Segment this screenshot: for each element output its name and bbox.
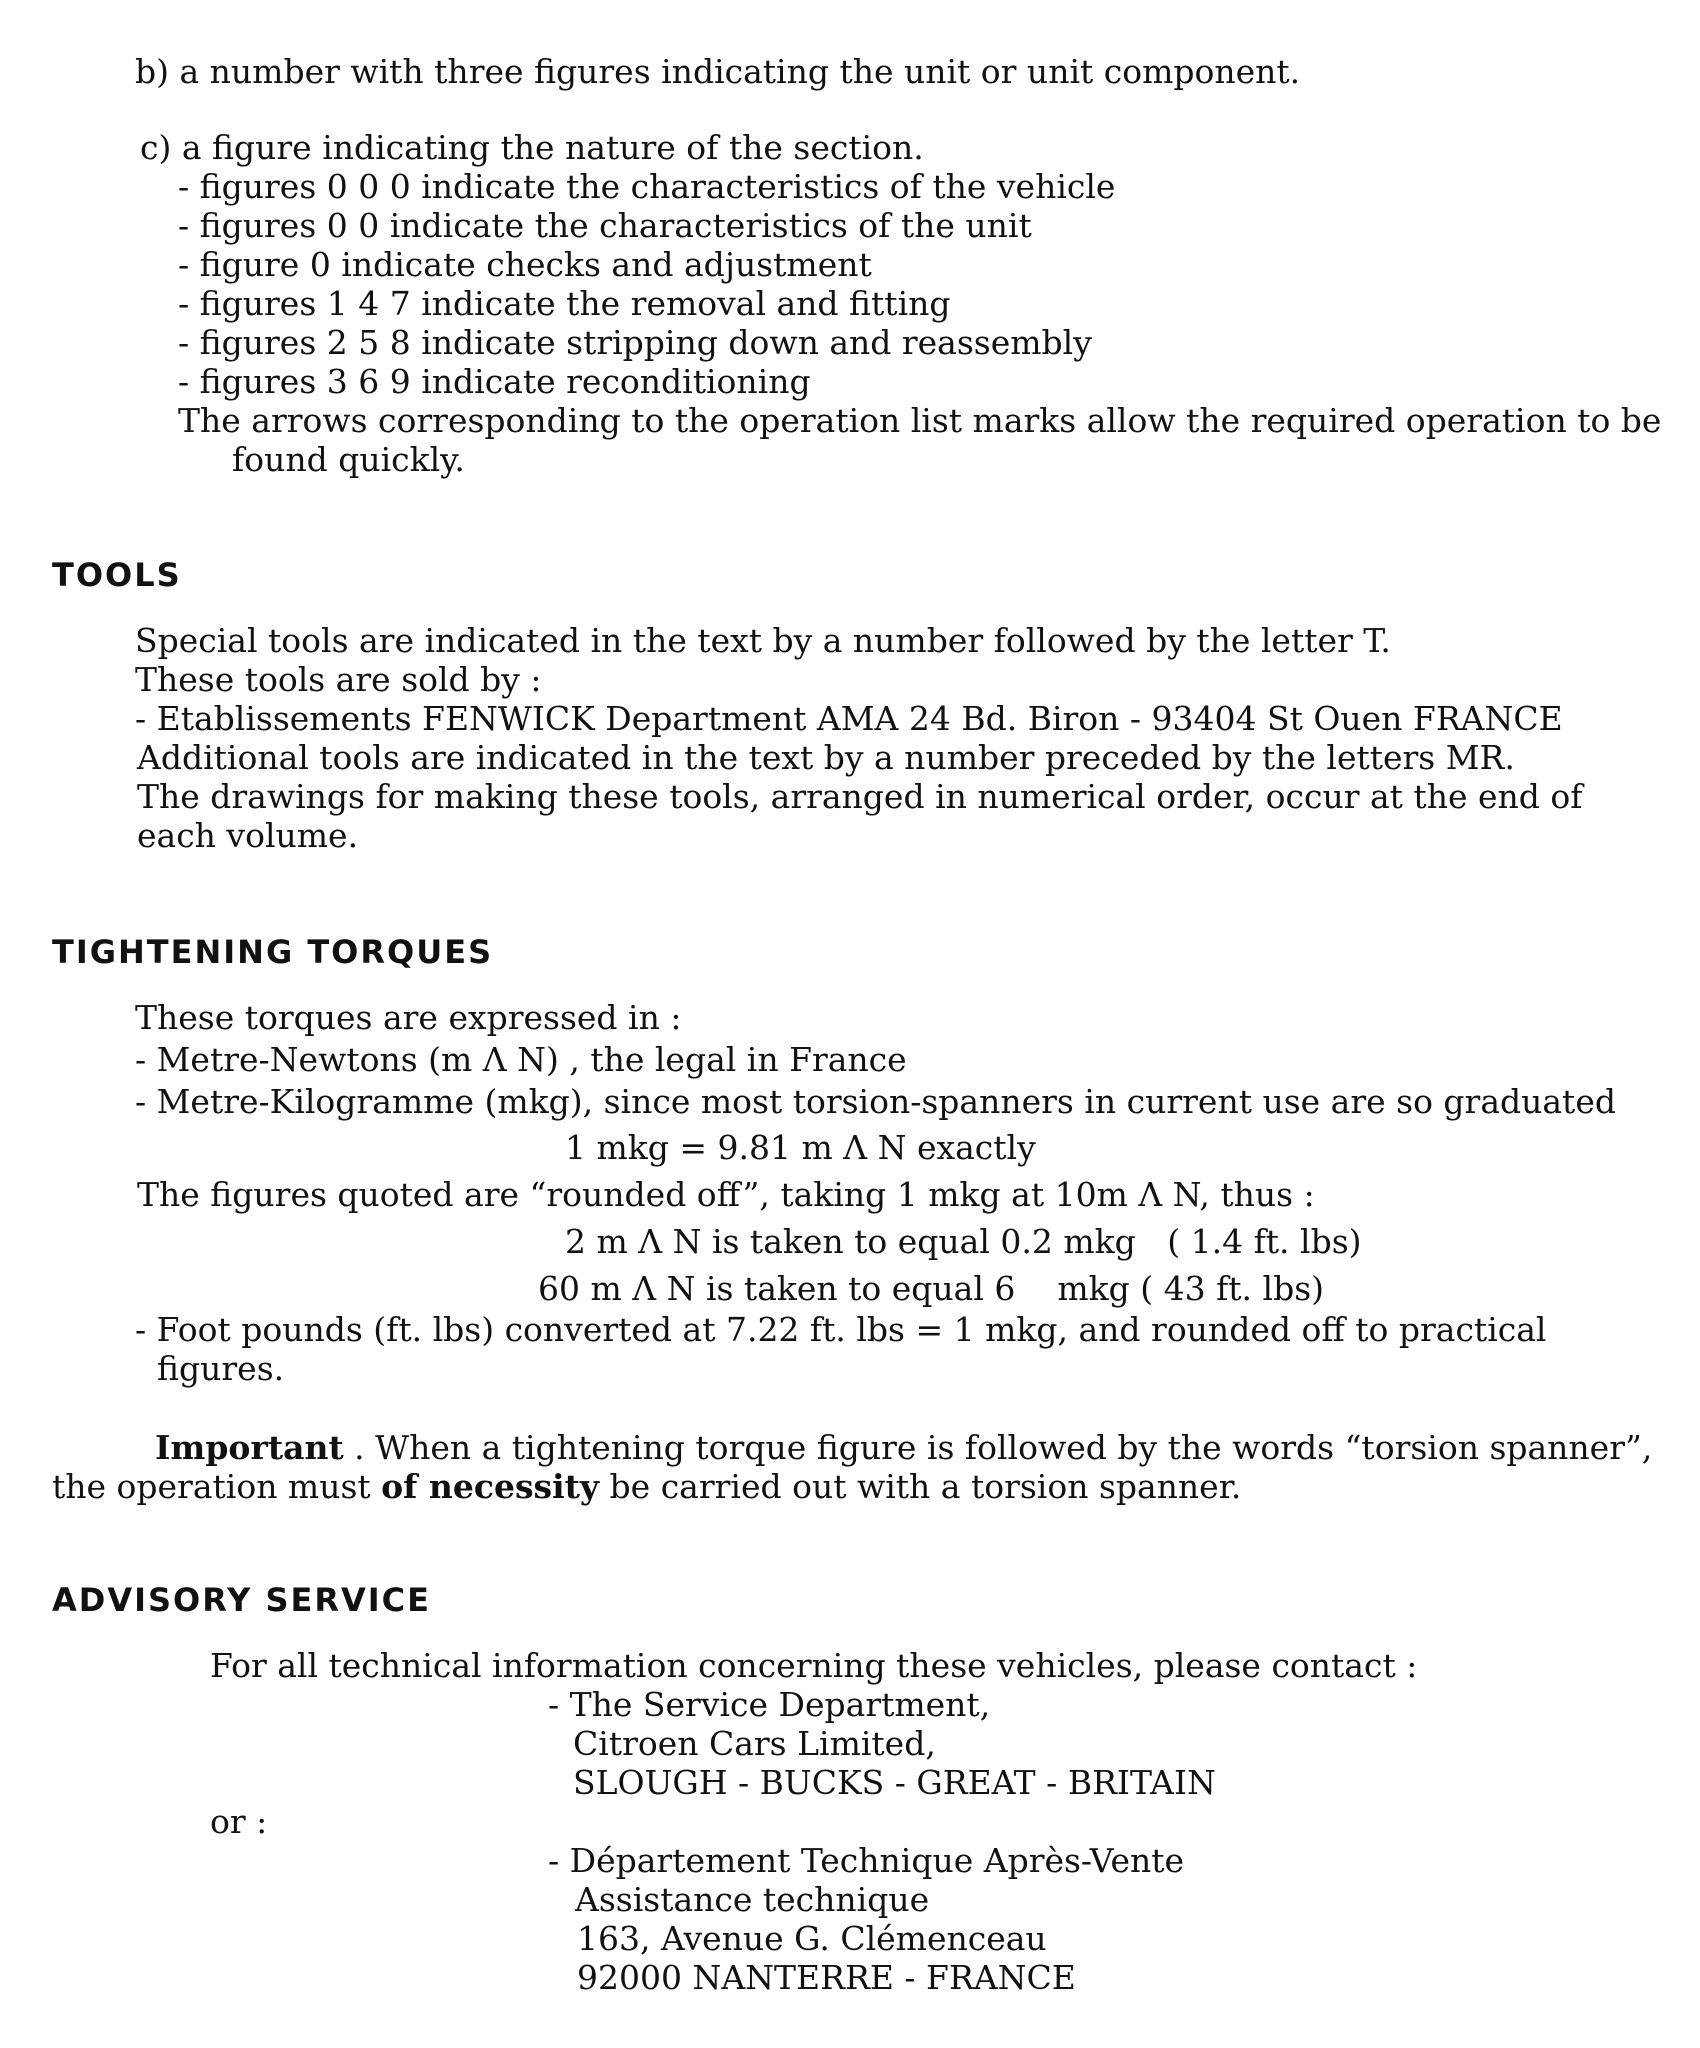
tools-line: These tools are sold by :	[135, 660, 542, 699]
torques-heading: TIGHTENING TORQUES	[52, 933, 494, 971]
c-item: - figures 0 0 0 indicate the characteristics of the vehicle	[178, 167, 1116, 206]
fr-address-line: - Département Technique Après-Vente	[548, 1841, 1185, 1880]
c-item: - figure 0 indicate checks and adjustment	[178, 245, 872, 284]
c-item: - figures 0 0 indicate the characteristics of the unit	[178, 206, 1032, 245]
c-item: - figures 2 5 8 indicate stripping down and reassembly	[178, 323, 1092, 362]
torques-foot-line-1: - Foot pounds (ft. lbs) converted at 7.22 ft. lbs = 1 mkg, and rounded off to practical	[135, 1310, 1547, 1349]
advisory-or: or :	[210, 1802, 268, 1841]
uk-address-line: SLOUGH - BUCKS - GREAT - BRITAIN	[573, 1763, 1216, 1802]
tools-line: each volume.	[137, 816, 359, 855]
important-line-1	[155, 1428, 1652, 1467]
arrows-line-1: The arrows corresponding to the operation list marks allow the required operation to be	[178, 401, 1662, 440]
tools-line: The drawings for making these tools, arranged in numerical order, occur at the end of	[137, 777, 1583, 816]
torques-intro: These torques are expressed in :	[135, 998, 682, 1037]
torques-example-1: 2 m Λ N is taken to equal 0.2 mkg ( 1.4 ft. lbs)	[565, 1222, 1362, 1261]
torques-example-2: 60 m Λ N is taken to equal 6 mkg ( 43 ft. lbs)	[538, 1269, 1325, 1308]
fr-address-line: 92000 NANTERRE - FRANCE	[577, 1958, 1076, 1997]
advisory-heading: ADVISORY SERVICE	[52, 1581, 432, 1619]
important-text: . When a tightening torque figure is followed by the words “torsion spanner”,	[343, 1428, 1653, 1467]
tools-line: - Etablissements FENWICK Department AMA 24 Bd. Biron - 93404 St Ouen FRANCE	[135, 699, 1563, 738]
arrows-line-2: found quickly.	[232, 440, 465, 479]
c-item: - figures 1 4 7 indicate the removal and fitting	[178, 284, 951, 323]
uk-address-line: - The Service Department,	[548, 1685, 991, 1724]
fr-address-line: Assistance technique	[575, 1880, 930, 1919]
intro-c-line: c) a figure indicating the nature of the section.	[140, 128, 924, 167]
important-line-2: the operation must of necessity be carried out with a torsion spanner.	[52, 1467, 1242, 1506]
torques-item-newtons: - Metre-Newtons (m Λ N) , the legal in France	[135, 1040, 907, 1079]
torques-exact: 1 mkg = 9.81 m Λ N exactly	[565, 1128, 1036, 1167]
uk-address-line: Citroen Cars Limited,	[573, 1724, 936, 1763]
torques-foot-line-2: figures.	[157, 1349, 285, 1388]
necessity-emphasis: of necessity	[381, 1467, 600, 1506]
intro-b-line: b) a number with three figures indicating the unit or unit component.	[135, 52, 1301, 91]
tools-heading: TOOLS	[52, 556, 182, 594]
advisory-intro: For all technical information concerning these vehicles, please contact :	[210, 1646, 1418, 1685]
torques-rounded: The figures quoted are “rounded off”, taking 1 mkg at 10m Λ N, thus :	[137, 1175, 1315, 1214]
fr-address-line: 163, Avenue G. Clémenceau	[577, 1919, 1047, 1958]
tools-line: Special tools are indicated in the text by a number followed by the letter T.	[135, 621, 1391, 660]
c-item: - figures 3 6 9 indicate reconditioning	[178, 362, 811, 401]
tools-line: Additional tools are indicated in the text by a number preceded by the letters MR.	[137, 738, 1515, 777]
torques-item-kilogramme: - Metre-Kilogramme (mkg), since most torsion-spanners in current use are so graduated	[135, 1082, 1616, 1121]
important-label: Important	[155, 1428, 344, 1467]
